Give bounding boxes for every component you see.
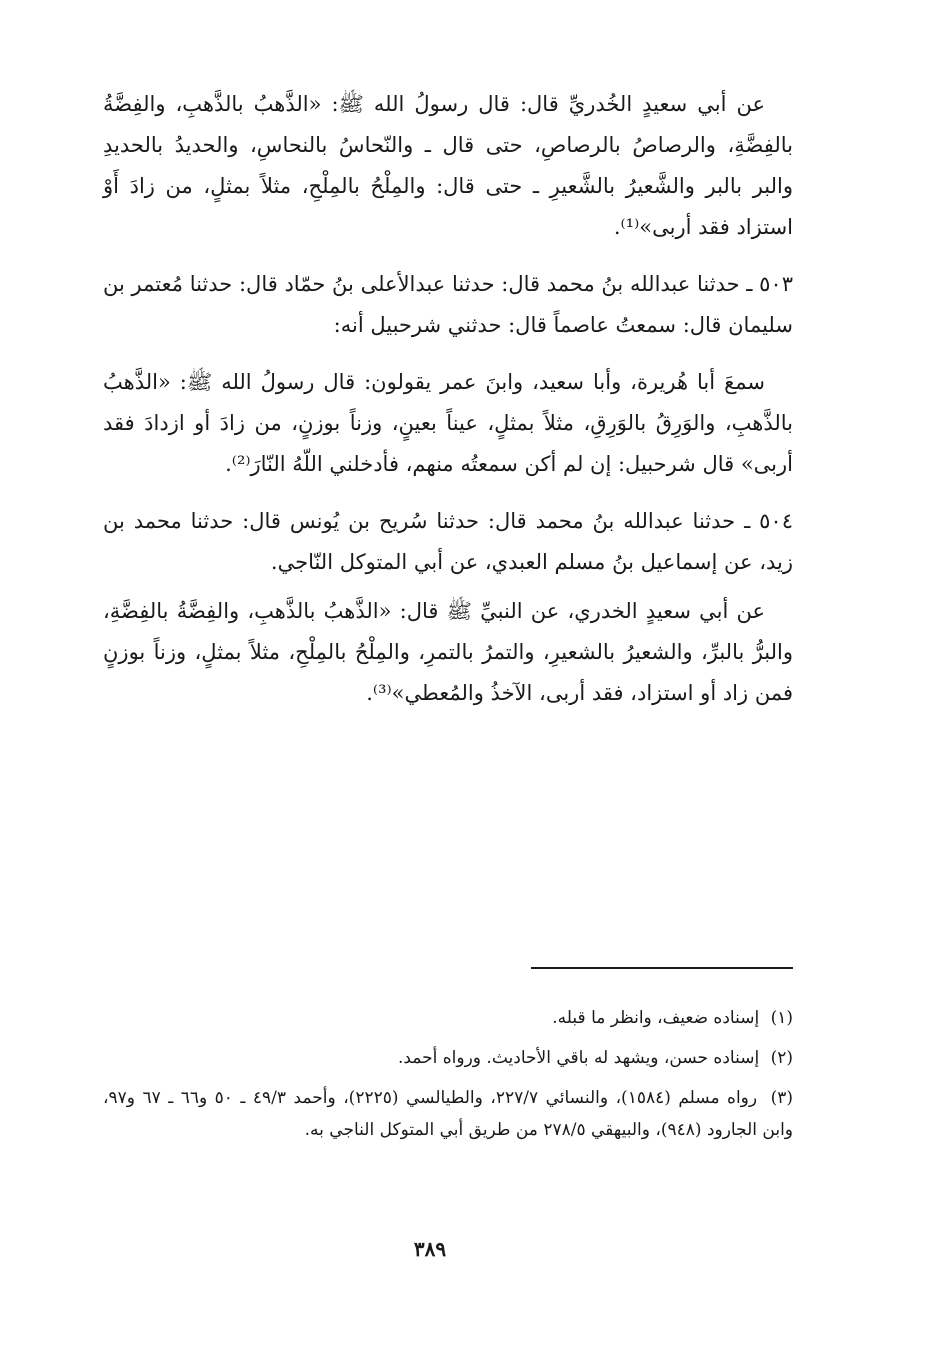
main-text — [103, 84, 793, 714]
footnote-number: (٣) — [770, 1088, 794, 1108]
footnote-2 — [103, 1042, 793, 1074]
footnote-1 — [103, 1002, 793, 1034]
hadith-paragraph-504: عن أبي سعيدٍ الخدري، عن النبيِّ ﷺ قال: «الذَّهبُ بالذَّهبِ، والفِضَّةُ بالفِضَّةِ، والبرُّ بالبرِّ، والشعيرُ بالشعيرِ، والتمرُ بالتمرِ، والمِلْحُ بالمِلْحِ، مثلاً بمثلٍ، وزناً بوزنٍ فمن زاد أو استزاد، فقد أربى، الآخذُ والمُعطي»⁽³⁾. — [103, 599, 793, 705]
footnote-text: إسناده حسن، ويشهد له باقي الأحاديث. ورواه أحمد. — [397, 1048, 760, 1068]
footnote-number: (٢) — [770, 1048, 793, 1068]
footnote-divider — [531, 967, 793, 969]
hadith-paragraph-1: عن أبي سعيدٍ الخُدريِّ قال: قال رسولُ الله ﷺ: «الذَّهبُ بالذَّهبِ، والفِضَّةُ بالفِضَّةِ، والرصاصُ بالرصاصِ، حتى قال ـ والنّحاسُ بالنحاسِ، والحديدُ بالحديدِ والبر بالبر والشَّعيرُ بالشَّعيرِ ـ حتى قال: والمِلْحُ بالمِلْحِ، مثلاً بمثلٍ، من زادَ أَوْ استزاد فقد أربى»⁽¹⁾. — [103, 92, 793, 239]
isnad-paragraph-503: ٥٠٣ ـ حدثنا عبدالله بنُ محمد قال: حدثنا عبدالأعلى بنُ حمّاد قال: حدثنا مُعتمر بن سليمان قال: سمعتُ عاصماً قال: حدثني شرحبيل أنه: — [103, 272, 793, 337]
footnotes — [103, 1002, 793, 1154]
page-number: ٣٨٩ — [413, 1237, 447, 1261]
isnad-paragraph-504: ٥٠٤ ـ حدثنا عبدالله بنُ محمد قال: حدثنا سُريح بن يُونس قال: حدثنا محمد بن زيد، عن إسماعيل بنُ مسلم العبدي، عن أبي المتوكل النّاجي. — [103, 509, 793, 574]
hadith-paragraph-503: سمعَ أبا هُريرة، وأبا سعيد، وابنَ عمر يقولون: قال رسولُ الله ﷺ: «الذَّهبُ بالذَّهبِ، والوَرِقُ بالوَرِقِ، مثلاً بمثلٍ، عيناً بعينٍ، وزناً بوزنٍ، من زادَ أو ازدادَ فقد أربى» قال شرحبيل: إن لم أكن سمعتُه منهم، فأدخلني اللّهُ النّارَ⁽²⁾. — [103, 370, 793, 476]
footnote-text: إسناده ضعيف، وانظر ما قبله. — [552, 1008, 760, 1028]
footnote-number: (١) — [770, 1008, 793, 1028]
footnote-text: رواه مسلم (١٥٨٤)، والنسائي ٢٢٧/٧، والطيالسي (٢٢٢٥)، وأحمد ٤٩/٣ ـ ٥٠ و٦٦ ـ ٦٧ و٩٧، وابن الجارود (٩٤٨)، والبيهقي ٢٧٨/٥ من طريق أبي المتوكل الناجي به. — [103, 1088, 793, 1140]
footnote-3 — [103, 1082, 793, 1146]
